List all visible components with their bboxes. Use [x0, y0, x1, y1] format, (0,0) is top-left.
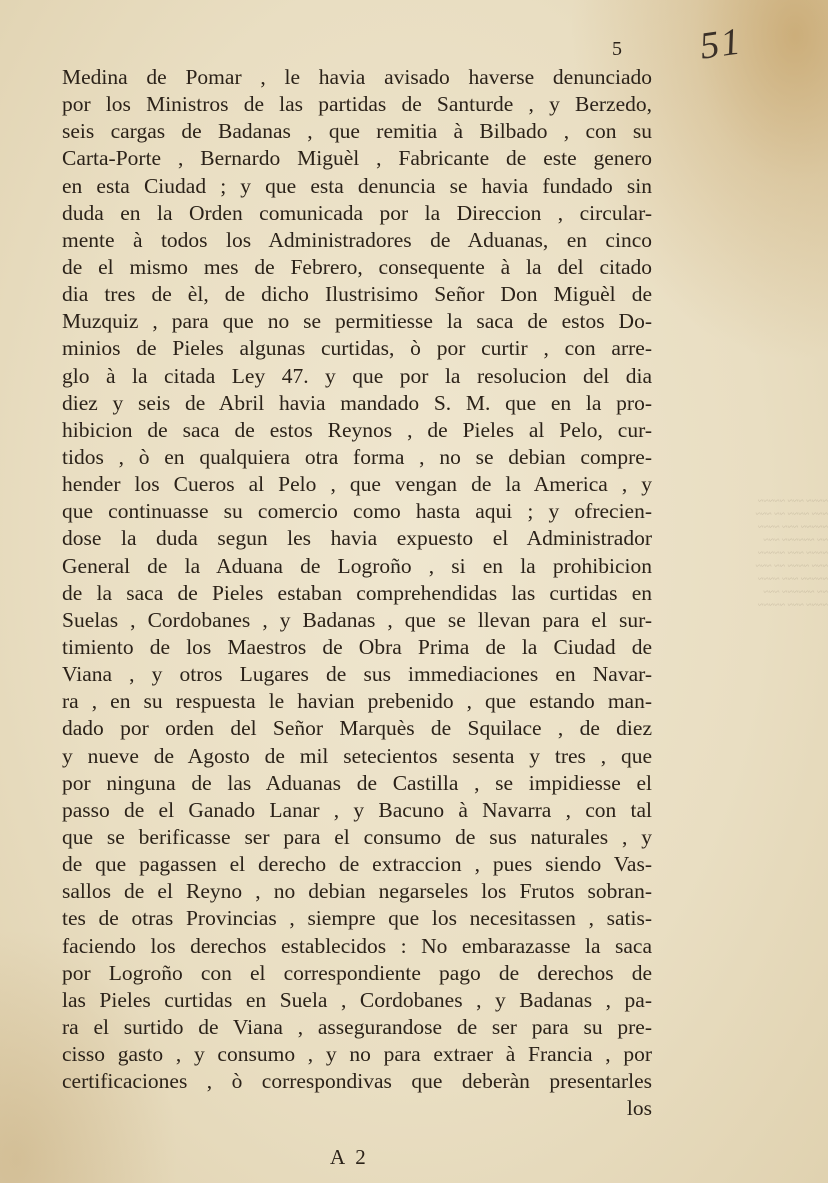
text-line: Medina de Pomar , le havia avisado haverse denunciado	[62, 65, 652, 89]
text-line: diez y seis de Abril havia mandado S. M. que en la pro-	[62, 390, 652, 415]
text-line: dia tres de èl, de dicho Ilustrisimo Señor Don Miguèl de	[62, 282, 652, 307]
show-through-text: ~~~~ ~~~ ~~~~~ ~~~ ~~~~ ~~ ~~~ ~~~~~ ~~~ ~~~~ ~~ ~~~~~~ ~~~ ~~~~ ~~~ ~~~~~ ~~~ ~~~~ ~~ ~~~ ~~~~~ ~~~ ~~~~ ~~ ~~~~~~ ~~~ ~~~~ ~~~ ~~~~~	[755, 496, 828, 611]
page-number: 5	[612, 38, 622, 60]
text-line: por los Ministros de las partidas de Santurde , y Berzedo,	[62, 92, 652, 117]
text-line: minios de Pieles algunas curtidas, ò por curtir , con arre-	[62, 336, 652, 361]
text-line: hender los Cueros al Pelo , que vengan de la America , y	[62, 472, 652, 497]
text-line: Carta-Porte , Bernardo Miguèl , Fabricante de este genero	[62, 146, 652, 171]
text-line: glo à la citada Ley 47. y que por la resolucion del dia	[62, 363, 652, 388]
text-line: timiento de los Maestros de Obra Prima de la Ciudad de	[62, 634, 652, 659]
text-line: por Logroño con el correspondiente pago de derechos de	[62, 960, 652, 985]
text-line: tidos , ò en qualquiera otra forma , no se debian compre-	[62, 444, 652, 469]
text-line: y nueve de Agosto de mil setecientos sesenta y tres , que	[62, 743, 652, 768]
text-line: Viana , y otros Lugares de sus immediaciones en Navar-	[62, 662, 652, 687]
text-line: las Pieles curtidas en Suela , Cordobanes , y Badanas , pa-	[62, 987, 652, 1012]
text-line: dose la duda segun les havia expuesto el Administrador	[62, 526, 652, 551]
text-line: faciendo los derechos establecidos : No embarazasse la saca	[62, 933, 652, 958]
body-text	[62, 64, 652, 1122]
text-line: seis cargas de Badanas , que remitia à Bilbado , con su	[62, 119, 652, 144]
text-line: de la saca de Pieles estaban comprehendidas las curtidas en	[62, 580, 652, 605]
catchword: los	[626, 1096, 652, 1121]
text-line: de el mismo mes de Febrero, consequente à la del citado	[62, 254, 652, 279]
text-line: mente à todos los Administradores de Aduanas, en cinco	[62, 227, 652, 252]
text-line: hibicion de saca de estos Reynos , de Pieles al Pelo, cur-	[62, 417, 652, 442]
text-line: Suelas , Cordobanes , y Badanas , que se llevan para el sur-	[62, 607, 652, 632]
text-line: por ninguna de las Aduanas de Castilla , se impidiesse el	[62, 770, 652, 795]
text-line: tes de otras Provincias , siempre que los necesitassen , satis-	[62, 906, 652, 931]
text-line: ra el surtido de Viana , assegurandose de ser para su pre-	[62, 1014, 652, 1039]
handwritten-folio-number: 51	[697, 20, 745, 68]
text-line: duda en la Orden comunicada por la Direccion , circular-	[62, 200, 652, 225]
text-line: de que pagassen el derecho de extraccion , pues siendo Vas-	[62, 852, 652, 877]
text-line: cisso gasto , y consumo , y no para extraer à Francia , por	[62, 1042, 652, 1067]
signature-mark: A 2	[330, 1145, 369, 1169]
text-line: dado por orden del Señor Marquès de Squilace , de diez	[62, 716, 652, 741]
text-line: certificaciones , ò correspondivas que deberàn presentarles	[62, 1069, 652, 1094]
text-line: General de la Aduana de Logroño , si en la prohibicion	[62, 553, 652, 578]
text-line: en esta Ciudad ; y que esta denuncia se havia fundado sin	[62, 173, 652, 198]
text-line: sallos de el Reyno , no debian negarseles los Frutos sobran-	[62, 879, 652, 904]
text-line: que continuasse su comercio como hasta aqui ; y ofrecien-	[62, 499, 652, 524]
text-line: passo de el Ganado Lanar , y Bacuno à Navarra , con tal	[62, 797, 652, 822]
text-line: Muzquiz , para que no se permitiesse la saca de estos Do-	[62, 309, 652, 334]
text-line: ra , en su respuesta le havian prebenido , que estando man-	[62, 689, 652, 714]
text-line: que se berificasse ser para el consumo de sus naturales , y	[62, 824, 652, 849]
